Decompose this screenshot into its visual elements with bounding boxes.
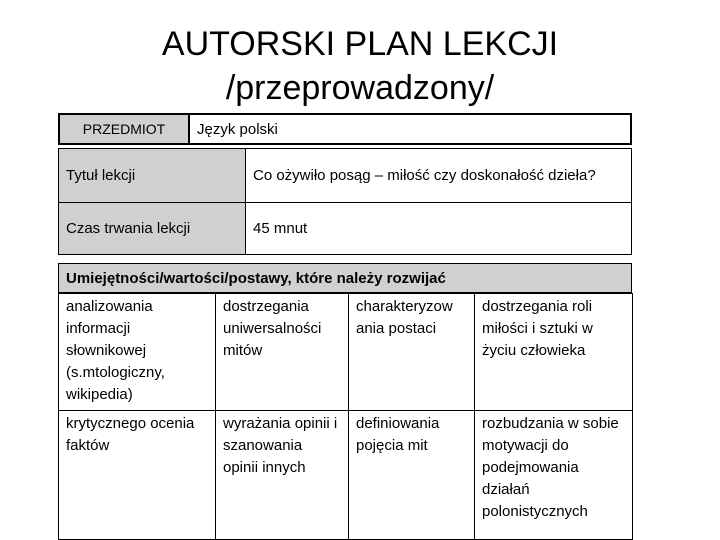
table-row	[59, 294, 633, 411]
skills-table	[58, 293, 633, 540]
skill-cell: rozbudzania w sobie motywacji do podejmowania działań polonistycznych	[475, 411, 633, 540]
subject-value: Język polski	[197, 120, 278, 138]
lesson-duration-label: Czas trwania lekcji	[59, 203, 246, 255]
skill-cell: definiowania pojęcia mit	[349, 411, 475, 540]
skill-cell: wyrażania opinii i szanowania opinii innych	[216, 411, 349, 540]
skill-cell: analizowania informacji słownikowej (s.mtologiczny, wikipedia)	[59, 294, 216, 411]
lesson-info-table	[58, 148, 632, 255]
table-row	[59, 411, 633, 540]
skill-cell: krytycznego ocenia faktów	[59, 411, 216, 540]
subject-row	[58, 113, 632, 145]
skills-heading: Umiejętności/wartości/postawy, które należy rozwijać	[58, 263, 632, 293]
table-row	[59, 149, 632, 203]
page-title: AUTORSKI PLAN LEKCJI	[161, 25, 559, 63]
subject-label: PRZEDMIOT	[60, 115, 190, 143]
page-subtitle: /przeprowadzony/	[225, 69, 495, 107]
table-row	[59, 203, 632, 255]
skill-cell: charakteryzow ania postaci	[349, 294, 475, 411]
skill-cell: dostrzegania roli miłości i sztuki w życiu człowieka	[475, 294, 633, 411]
lesson-duration-value: 45 mnut	[246, 203, 632, 255]
lesson-title-value: Co ożywiło posąg – miłość czy doskonałość dzieła?	[246, 149, 632, 203]
lesson-title-label: Tytuł lekcji	[59, 149, 246, 203]
skill-cell: dostrzegania uniwersalności mitów	[216, 294, 349, 411]
